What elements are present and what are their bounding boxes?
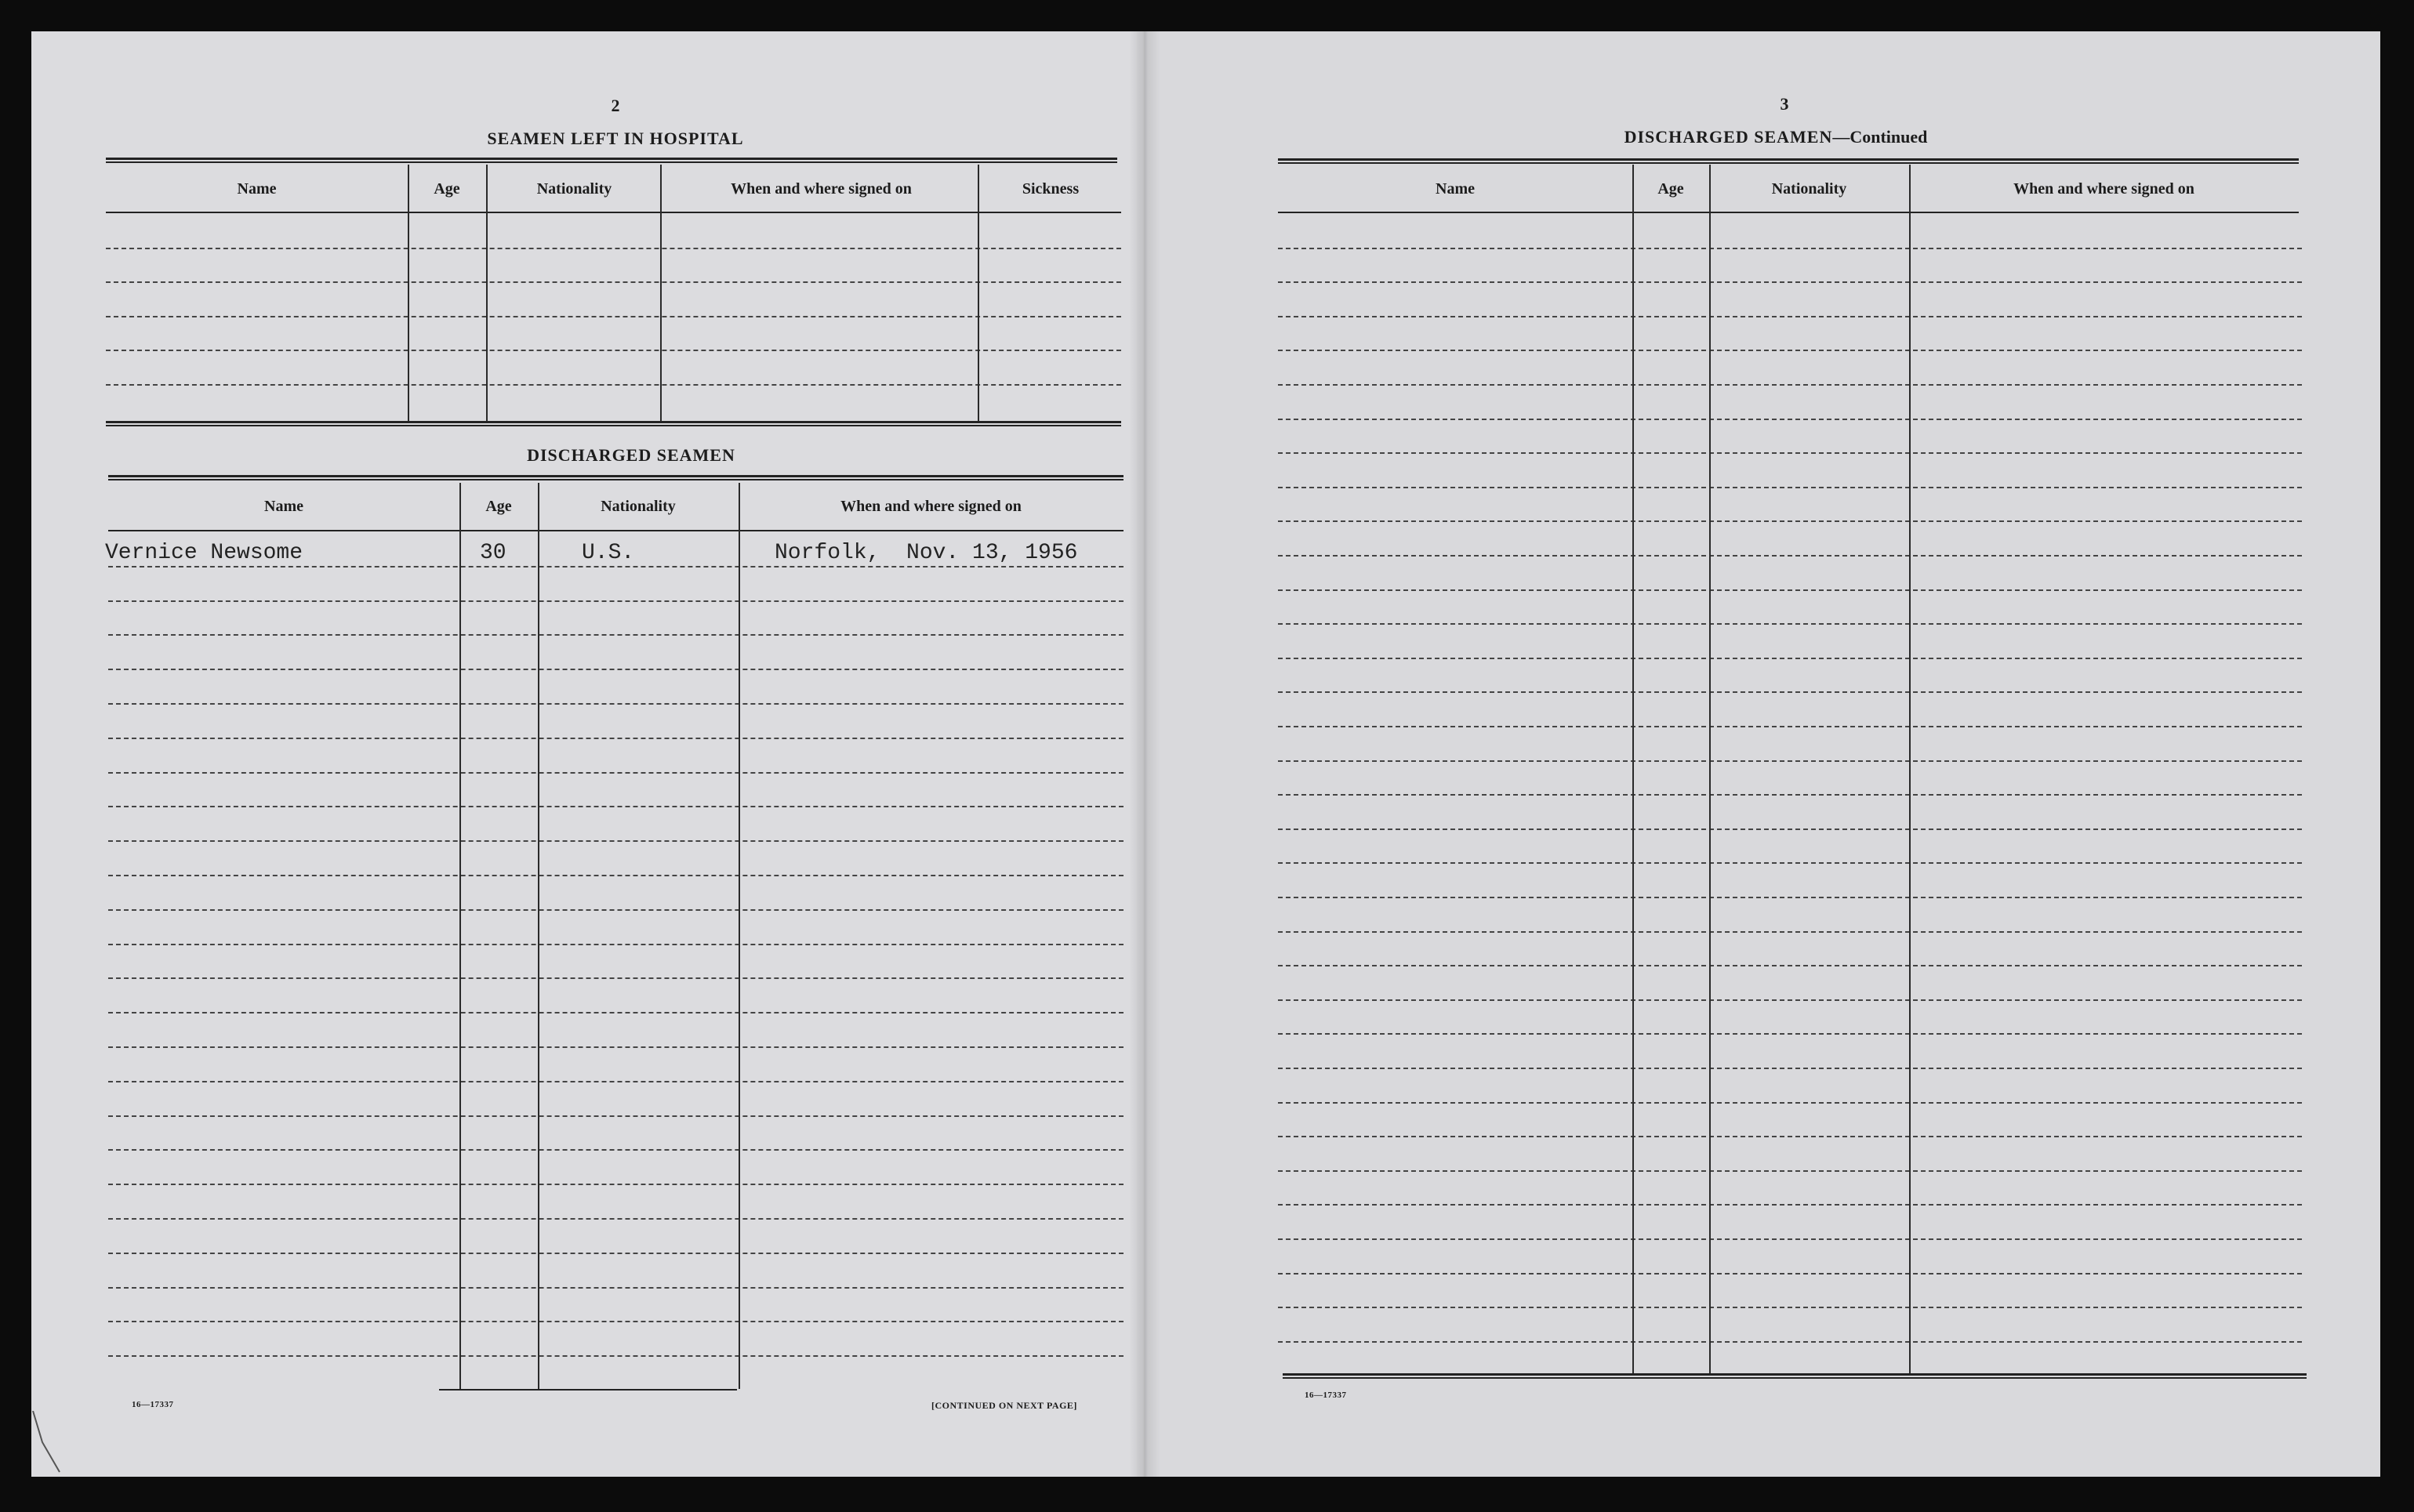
discharged-column-divider (459, 483, 461, 1389)
discharged-row-line (108, 909, 1124, 911)
discharged-row-line (108, 1115, 1124, 1117)
discharged-row-line (108, 1355, 1124, 1357)
right-row-line (1278, 1170, 2302, 1172)
left-footer-code: 16—17337 (132, 1400, 174, 1409)
discharged-row-line (108, 1218, 1124, 1220)
page-number-left: 2 (611, 96, 620, 115)
page-fold (1129, 31, 1160, 1477)
hospital-top-rule (106, 158, 1117, 163)
right-section-title (1615, 127, 1937, 147)
right-row-line (1278, 794, 2302, 796)
continued-note: [CONTINUED ON NEXT PAGE] (931, 1400, 1077, 1411)
hospital-row-line (106, 281, 1121, 283)
hospital-bottom-rule (106, 421, 1121, 426)
right-row-line (1278, 487, 2302, 488)
hospital-column-divider (978, 165, 979, 421)
right-column-divider (1709, 165, 1711, 1373)
discharged-row-line (108, 634, 1124, 636)
discharged-row-line (108, 1287, 1124, 1289)
discharged-row-line (108, 703, 1124, 705)
discharged-row-line (108, 944, 1124, 945)
hospital-col-signed-on: When and where signed on (731, 179, 912, 198)
hospital-row-line (106, 350, 1121, 351)
discharged-col-nationality: Nationality (601, 497, 676, 515)
right-col-nationality: Nationality (1771, 179, 1847, 198)
right-col-signed-on: When and where signed on (2013, 179, 2194, 198)
discharged-row-line (108, 1046, 1124, 1048)
right-row-line (1278, 384, 2302, 386)
hospital-column-divider (486, 165, 488, 421)
right-row-line (1278, 248, 2302, 249)
right-row-line (1278, 1341, 2302, 1343)
discharged-col-name: Name (264, 497, 303, 515)
right-row-line (1278, 1068, 2302, 1069)
right-col-age: Age (1657, 179, 1684, 198)
hospital-row-line (106, 248, 1121, 249)
right-row-line (1278, 1273, 2302, 1275)
right-row-line (1278, 623, 2302, 625)
discharged-row-line (108, 1253, 1124, 1254)
discharged-row-line (108, 772, 1124, 774)
discharged-row-line (108, 1184, 1124, 1185)
hospital-row-line (106, 384, 1121, 386)
right-row-line (1278, 829, 2302, 830)
right-footer-code: 16—17337 (1305, 1391, 1347, 1400)
entry-age: 30 (480, 541, 506, 565)
right-row-line (1278, 281, 2302, 283)
page-number-right: 3 (1780, 94, 1789, 114)
right-row-line (1278, 589, 2302, 591)
discharged-col-signed-on: When and where signed on (840, 497, 1022, 515)
right-top-rule (1278, 158, 2299, 164)
right-row-line (1278, 897, 2302, 898)
right-header-row (1278, 166, 2299, 212)
right-row-line (1278, 419, 2302, 420)
discharged-bottom-rule (439, 1389, 737, 1391)
hospital-column-divider (660, 165, 662, 421)
discharged-row-line (108, 806, 1124, 807)
right-row-line (1278, 316, 2302, 317)
right-row-line (1278, 452, 2302, 454)
right-column-divider (1909, 165, 1911, 1373)
right-row-line (1278, 1136, 2302, 1137)
hospital-column-divider (408, 165, 409, 421)
discharged-column-divider (739, 483, 740, 1389)
right-row-line (1278, 350, 2302, 351)
right-row-line (1278, 658, 2302, 659)
discharged-row-line (108, 600, 1124, 602)
right-row-line (1278, 999, 2302, 1001)
discharged-column-divider (538, 483, 539, 1389)
discharged-row-line (108, 669, 1124, 670)
discharged-header-rule (108, 530, 1124, 531)
discharged-top-rule (108, 475, 1124, 480)
hospital-header-row (106, 166, 1121, 212)
hospital-section-title: SEAMEN LEFT IN HOSPITAL (487, 129, 744, 148)
hospital-col-age: Age (434, 179, 460, 198)
entry-signed-on: Norfolk, Nov. 13, 1956 (775, 541, 1078, 565)
right-row-line (1278, 1102, 2302, 1104)
discharged-col-age: Age (485, 497, 512, 515)
discharged-row-line (108, 1081, 1124, 1082)
right-row-line (1278, 691, 2302, 693)
right-row-line (1278, 1307, 2302, 1308)
hospital-col-name: Name (237, 179, 277, 198)
discharged-row-line (108, 738, 1124, 739)
discharged-row-line (108, 977, 1124, 979)
discharged-section-title: DISCHARGED SEAMEN (527, 445, 735, 465)
right-section-title-main: DISCHARGED SEAMEN (1624, 127, 1833, 147)
discharged-row-line (108, 875, 1124, 876)
hospital-col-nationality: Nationality (536, 179, 612, 198)
discharged-row-line (108, 566, 1124, 567)
right-section-title-suffix: —Continued (1832, 127, 1928, 147)
right-row-line (1278, 555, 2302, 557)
right-row-line (1278, 1238, 2302, 1240)
discharged-row-line (108, 1321, 1124, 1322)
right-row-line (1278, 520, 2302, 522)
hospital-header-rule (106, 212, 1121, 213)
right-row-line (1278, 760, 2302, 762)
discharged-row-line (108, 840, 1124, 842)
right-row-line (1278, 1204, 2302, 1206)
page-corner-fold (31, 1411, 63, 1474)
entry-nationality: U.S. (582, 541, 635, 565)
right-column-divider (1632, 165, 1634, 1373)
discharged-row-line (108, 1149, 1124, 1151)
right-col-name: Name (1436, 179, 1475, 198)
right-row-line (1278, 965, 2302, 966)
right-header-rule (1278, 212, 2299, 213)
entry-name: Vernice Newsome (105, 541, 303, 565)
discharged-header-row (108, 483, 1124, 530)
right-row-line (1278, 726, 2302, 727)
right-row-line (1278, 862, 2302, 864)
right-bottom-rule (1283, 1373, 2307, 1379)
right-row-line (1278, 931, 2302, 933)
hospital-row-line (106, 316, 1121, 317)
hospital-col-sickness: Sickness (1022, 179, 1080, 198)
right-row-line (1278, 1033, 2302, 1035)
discharged-row-line (108, 1012, 1124, 1013)
